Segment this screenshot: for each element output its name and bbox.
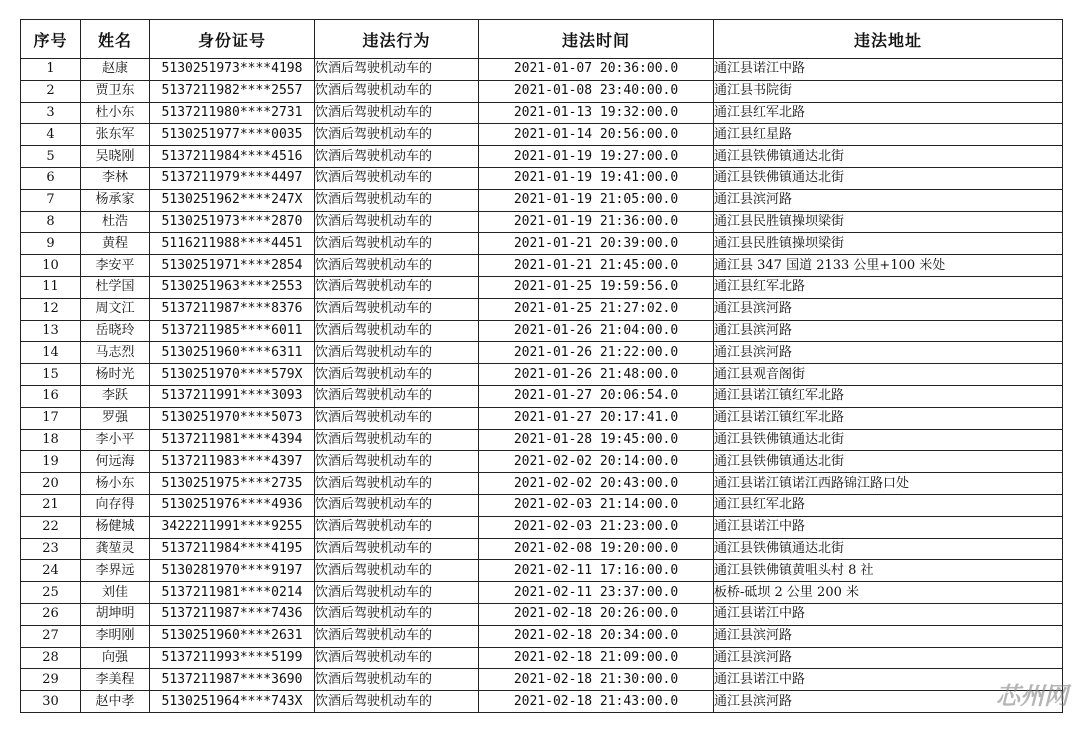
cell-name: 杨时光 bbox=[81, 364, 150, 386]
cell-seq: 25 bbox=[21, 582, 81, 604]
cell-seq: 21 bbox=[21, 494, 81, 516]
cell-address: 通江县铁佛镇通达北街 bbox=[714, 167, 1063, 189]
cell-time: 2021-01-21 20:39:00.0 bbox=[479, 233, 714, 255]
cell-name: 吴晓刚 bbox=[81, 146, 150, 168]
cell-id-number: 5130251975****2735 bbox=[150, 473, 315, 495]
cell-name: 李林 bbox=[81, 167, 150, 189]
cell-id-number: 5137211981****0214 bbox=[150, 582, 315, 604]
table-row bbox=[21, 233, 1063, 255]
cell-id-number: 3422211991****9255 bbox=[150, 516, 315, 538]
cell-name: 杜小东 bbox=[81, 102, 150, 124]
cell-name: 何远海 bbox=[81, 451, 150, 473]
cell-seq: 27 bbox=[21, 625, 81, 647]
table-row bbox=[21, 625, 1063, 647]
cell-violation: 饮酒后驾驶机动车的 bbox=[315, 516, 479, 538]
cell-address: 通江县书院街 bbox=[714, 80, 1063, 102]
cell-name: 杨承家 bbox=[81, 189, 150, 211]
cell-address: 通江县红星路 bbox=[714, 124, 1063, 146]
table-row bbox=[21, 407, 1063, 429]
cell-id-number: 5130251973****4198 bbox=[150, 59, 315, 81]
cell-violation: 饮酒后驾驶机动车的 bbox=[315, 691, 479, 713]
cell-violation: 饮酒后驾驶机动车的 bbox=[315, 364, 479, 386]
cell-seq: 28 bbox=[21, 647, 81, 669]
cell-id-number: 5130251977****0035 bbox=[150, 124, 315, 146]
cell-id-number: 5137211982****2557 bbox=[150, 80, 315, 102]
cell-name: 胡坤明 bbox=[81, 603, 150, 625]
cell-address: 通江县铁佛镇通达北街 bbox=[714, 451, 1063, 473]
table-row bbox=[21, 320, 1063, 342]
table-row bbox=[21, 102, 1063, 124]
cell-name: 杨健城 bbox=[81, 516, 150, 538]
cell-name: 向存得 bbox=[81, 494, 150, 516]
cell-violation: 饮酒后驾驶机动车的 bbox=[315, 560, 479, 582]
cell-name: 李安平 bbox=[81, 255, 150, 277]
cell-violation: 饮酒后驾驶机动车的 bbox=[315, 342, 479, 364]
cell-seq: 8 bbox=[21, 211, 81, 233]
cell-address: 通江县铁佛镇黄咀头村 8 社 bbox=[714, 560, 1063, 582]
cell-time: 2021-02-03 21:14:00.0 bbox=[479, 494, 714, 516]
cell-id-number: 5130251970****579X bbox=[150, 364, 315, 386]
cell-name: 杨小东 bbox=[81, 473, 150, 495]
cell-address: 通江县滨河路 bbox=[714, 625, 1063, 647]
table-row bbox=[21, 560, 1063, 582]
cell-id-number: 5137211980****2731 bbox=[150, 102, 315, 124]
cell-name: 杜浩 bbox=[81, 211, 150, 233]
cell-seq: 12 bbox=[21, 298, 81, 320]
cell-seq: 14 bbox=[21, 342, 81, 364]
cell-violation: 饮酒后驾驶机动车的 bbox=[315, 80, 479, 102]
cell-time: 2021-02-02 20:43:00.0 bbox=[479, 473, 714, 495]
cell-id-number: 5130251962****247X bbox=[150, 189, 315, 211]
cell-seq: 26 bbox=[21, 603, 81, 625]
cell-seq: 9 bbox=[21, 233, 81, 255]
cell-seq: 16 bbox=[21, 385, 81, 407]
cell-address: 通江县红军北路 bbox=[714, 276, 1063, 298]
cell-violation: 饮酒后驾驶机动车的 bbox=[315, 647, 479, 669]
cell-name: 杜学国 bbox=[81, 276, 150, 298]
header-violation: 违法行为 bbox=[315, 20, 479, 59]
cell-time: 2021-01-26 21:04:00.0 bbox=[479, 320, 714, 342]
cell-address: 通江县诺江镇红军北路 bbox=[714, 407, 1063, 429]
cell-violation: 饮酒后驾驶机动车的 bbox=[315, 625, 479, 647]
cell-name: 贾卫东 bbox=[81, 80, 150, 102]
table-row bbox=[21, 211, 1063, 233]
cell-name: 赵康 bbox=[81, 59, 150, 81]
cell-seq: 17 bbox=[21, 407, 81, 429]
cell-address: 通江县 347 国道 2133 公里+100 米处 bbox=[714, 255, 1063, 277]
cell-id-number: 5137211979****4497 bbox=[150, 167, 315, 189]
cell-seq: 15 bbox=[21, 364, 81, 386]
cell-id-number: 5116211988****4451 bbox=[150, 233, 315, 255]
table-row bbox=[21, 80, 1063, 102]
cell-address: 通江县滨河路 bbox=[714, 298, 1063, 320]
table-row bbox=[21, 669, 1063, 691]
cell-address: 通江县滨河路 bbox=[714, 189, 1063, 211]
cell-name: 张东军 bbox=[81, 124, 150, 146]
table-row bbox=[21, 473, 1063, 495]
cell-seq: 23 bbox=[21, 538, 81, 560]
cell-time: 2021-01-19 21:05:00.0 bbox=[479, 189, 714, 211]
cell-address: 通江县铁佛镇通达北街 bbox=[714, 146, 1063, 168]
cell-address: 通江县民胜镇操坝梁街 bbox=[714, 233, 1063, 255]
cell-violation: 饮酒后驾驶机动车的 bbox=[315, 189, 479, 211]
table-row bbox=[21, 364, 1063, 386]
cell-seq: 20 bbox=[21, 473, 81, 495]
cell-id-number: 5130251963****2553 bbox=[150, 276, 315, 298]
cell-address: 通江县诺江中路 bbox=[714, 603, 1063, 625]
cell-time: 2021-02-08 19:20:00.0 bbox=[479, 538, 714, 560]
cell-seq: 30 bbox=[21, 691, 81, 713]
cell-id-number: 5137211985****6011 bbox=[150, 320, 315, 342]
cell-seq: 2 bbox=[21, 80, 81, 102]
cell-time: 2021-02-18 21:09:00.0 bbox=[479, 647, 714, 669]
cell-violation: 饮酒后驾驶机动车的 bbox=[315, 211, 479, 233]
cell-violation: 饮酒后驾驶机动车的 bbox=[315, 473, 479, 495]
cell-address: 通江县滨河路 bbox=[714, 691, 1063, 713]
table-row bbox=[21, 429, 1063, 451]
cell-name: 李明刚 bbox=[81, 625, 150, 647]
table-row bbox=[21, 385, 1063, 407]
cell-time: 2021-02-11 17:16:00.0 bbox=[479, 560, 714, 582]
cell-violation: 饮酒后驾驶机动车的 bbox=[315, 124, 479, 146]
cell-id-number: 5130251964****743X bbox=[150, 691, 315, 713]
cell-address: 通江县观音阁街 bbox=[714, 364, 1063, 386]
cell-violation: 饮酒后驾驶机动车的 bbox=[315, 582, 479, 604]
cell-address: 通江县诺江镇诺江西路锦江路口处 bbox=[714, 473, 1063, 495]
cell-violation: 饮酒后驾驶机动车的 bbox=[315, 603, 479, 625]
cell-violation: 饮酒后驾驶机动车的 bbox=[315, 494, 479, 516]
cell-name: 龚堃灵 bbox=[81, 538, 150, 560]
cell-seq: 6 bbox=[21, 167, 81, 189]
cell-violation: 饮酒后驾驶机动车的 bbox=[315, 255, 479, 277]
cell-seq: 19 bbox=[21, 451, 81, 473]
cell-time: 2021-02-18 20:26:00.0 bbox=[479, 603, 714, 625]
cell-name: 向强 bbox=[81, 647, 150, 669]
cell-seq: 10 bbox=[21, 255, 81, 277]
cell-address: 通江县滨河路 bbox=[714, 320, 1063, 342]
cell-time: 2021-01-07 20:36:00.0 bbox=[479, 59, 714, 81]
watermark: 芯州网 bbox=[996, 682, 1068, 710]
cell-id-number: 5130281970****9197 bbox=[150, 560, 315, 582]
cell-violation: 饮酒后驾驶机动车的 bbox=[315, 167, 479, 189]
cell-id-number: 5130251976****4936 bbox=[150, 494, 315, 516]
cell-id-number: 5137211984****4516 bbox=[150, 146, 315, 168]
cell-violation: 饮酒后驾驶机动车的 bbox=[315, 407, 479, 429]
cell-id-number: 5137211987****8376 bbox=[150, 298, 315, 320]
header-time: 违法时间 bbox=[479, 20, 714, 59]
cell-violation: 饮酒后驾驶机动车的 bbox=[315, 429, 479, 451]
header-name: 姓名 bbox=[81, 20, 150, 59]
cell-id-number: 5137211981****4394 bbox=[150, 429, 315, 451]
cell-time: 2021-02-03 21:23:00.0 bbox=[479, 516, 714, 538]
table-row bbox=[21, 146, 1063, 168]
table-row bbox=[21, 582, 1063, 604]
cell-address: 通江县诺江中路 bbox=[714, 59, 1063, 81]
cell-time: 2021-01-19 21:36:00.0 bbox=[479, 211, 714, 233]
cell-time: 2021-02-18 21:43:00.0 bbox=[479, 691, 714, 713]
cell-name: 罗强 bbox=[81, 407, 150, 429]
cell-address: 通江县民胜镇操坝梁街 bbox=[714, 211, 1063, 233]
table-row bbox=[21, 603, 1063, 625]
cell-time: 2021-01-28 19:45:00.0 bbox=[479, 429, 714, 451]
table-row bbox=[21, 494, 1063, 516]
cell-violation: 饮酒后驾驶机动车的 bbox=[315, 669, 479, 691]
cell-name: 周文江 bbox=[81, 298, 150, 320]
cell-name: 李美程 bbox=[81, 669, 150, 691]
cell-id-number: 5130251973****2870 bbox=[150, 211, 315, 233]
table-row bbox=[21, 276, 1063, 298]
cell-time: 2021-01-19 19:41:00.0 bbox=[479, 167, 714, 189]
cell-violation: 饮酒后驾驶机动车的 bbox=[315, 538, 479, 560]
cell-violation: 饮酒后驾驶机动车的 bbox=[315, 233, 479, 255]
table-row bbox=[21, 255, 1063, 277]
cell-id-number: 5137211983****4397 bbox=[150, 451, 315, 473]
table-row bbox=[21, 189, 1063, 211]
cell-time: 2021-01-27 20:06:54.0 bbox=[479, 385, 714, 407]
cell-address: 通江县铁佛镇通达北街 bbox=[714, 538, 1063, 560]
cell-violation: 饮酒后驾驶机动车的 bbox=[315, 320, 479, 342]
cell-time: 2021-02-02 20:14:00.0 bbox=[479, 451, 714, 473]
table-row bbox=[21, 342, 1063, 364]
cell-id-number: 5130251960****2631 bbox=[150, 625, 315, 647]
cell-time: 2021-02-18 21:30:00.0 bbox=[479, 669, 714, 691]
cell-id-number: 5130251960****6311 bbox=[150, 342, 315, 364]
cell-address: 板桥-砥坝 2 公里 200 米 bbox=[714, 582, 1063, 604]
cell-address: 通江县红军北路 bbox=[714, 102, 1063, 124]
cell-time: 2021-01-25 19:59:56.0 bbox=[479, 276, 714, 298]
cell-time: 2021-01-08 23:40:00.0 bbox=[479, 80, 714, 102]
cell-address: 通江县诺江镇红军北路 bbox=[714, 385, 1063, 407]
cell-seq: 3 bbox=[21, 102, 81, 124]
header-address: 违法地址 bbox=[714, 20, 1063, 59]
cell-address: 通江县滨河路 bbox=[714, 342, 1063, 364]
cell-address: 通江县诺江中路 bbox=[714, 516, 1063, 538]
cell-seq: 1 bbox=[21, 59, 81, 81]
cell-time: 2021-01-21 21:45:00.0 bbox=[479, 255, 714, 277]
cell-name: 李跃 bbox=[81, 385, 150, 407]
cell-seq: 7 bbox=[21, 189, 81, 211]
header-id-number: 身份证号 bbox=[150, 20, 315, 59]
cell-time: 2021-01-14 20:56:00.0 bbox=[479, 124, 714, 146]
violations-table bbox=[20, 19, 1063, 713]
cell-seq: 4 bbox=[21, 124, 81, 146]
table-row bbox=[21, 516, 1063, 538]
cell-id-number: 5137211993****5199 bbox=[150, 647, 315, 669]
header-seq: 序号 bbox=[21, 20, 81, 59]
table-row bbox=[21, 167, 1063, 189]
table-header-row bbox=[21, 20, 1063, 59]
cell-time: 2021-02-18 20:34:00.0 bbox=[479, 625, 714, 647]
cell-time: 2021-02-11 23:37:00.0 bbox=[479, 582, 714, 604]
cell-name: 刘佳 bbox=[81, 582, 150, 604]
cell-address: 通江县铁佛镇通达北街 bbox=[714, 429, 1063, 451]
table-body bbox=[21, 59, 1063, 713]
cell-name: 赵中孝 bbox=[81, 691, 150, 713]
cell-violation: 饮酒后驾驶机动车的 bbox=[315, 59, 479, 81]
cell-name: 岳晓玲 bbox=[81, 320, 150, 342]
table-row bbox=[21, 647, 1063, 669]
cell-address: 通江县滨河路 bbox=[714, 647, 1063, 669]
table-row bbox=[21, 691, 1063, 713]
cell-seq: 5 bbox=[21, 146, 81, 168]
cell-id-number: 5137211987****7436 bbox=[150, 603, 315, 625]
cell-time: 2021-01-26 21:22:00.0 bbox=[479, 342, 714, 364]
cell-violation: 饮酒后驾驶机动车的 bbox=[315, 298, 479, 320]
cell-id-number: 5137211987****3690 bbox=[150, 669, 315, 691]
cell-id-number: 5137211984****4195 bbox=[150, 538, 315, 560]
cell-violation: 饮酒后驾驶机动车的 bbox=[315, 385, 479, 407]
cell-seq: 24 bbox=[21, 560, 81, 582]
cell-name: 马志烈 bbox=[81, 342, 150, 364]
cell-id-number: 5130251971****2854 bbox=[150, 255, 315, 277]
cell-address: 通江县红军北路 bbox=[714, 494, 1063, 516]
cell-violation: 饮酒后驾驶机动车的 bbox=[315, 276, 479, 298]
cell-id-number: 5137211991****3093 bbox=[150, 385, 315, 407]
cell-violation: 饮酒后驾驶机动车的 bbox=[315, 451, 479, 473]
cell-name: 黄程 bbox=[81, 233, 150, 255]
cell-time: 2021-01-25 21:27:02.0 bbox=[479, 298, 714, 320]
cell-violation: 饮酒后驾驶机动车的 bbox=[315, 102, 479, 124]
table-row bbox=[21, 538, 1063, 560]
cell-time: 2021-01-19 19:27:00.0 bbox=[479, 146, 714, 168]
cell-time: 2021-01-27 20:17:41.0 bbox=[479, 407, 714, 429]
cell-seq: 11 bbox=[21, 276, 81, 298]
cell-time: 2021-01-13 19:32:00.0 bbox=[479, 102, 714, 124]
table-row bbox=[21, 124, 1063, 146]
cell-name: 李小平 bbox=[81, 429, 150, 451]
cell-name: 李界远 bbox=[81, 560, 150, 582]
cell-violation: 饮酒后驾驶机动车的 bbox=[315, 146, 479, 168]
cell-seq: 22 bbox=[21, 516, 81, 538]
table-row bbox=[21, 298, 1063, 320]
table-row bbox=[21, 59, 1063, 81]
cell-id-number: 5130251970****5073 bbox=[150, 407, 315, 429]
cell-seq: 29 bbox=[21, 669, 81, 691]
cell-seq: 13 bbox=[21, 320, 81, 342]
cell-time: 2021-01-26 21:48:00.0 bbox=[479, 364, 714, 386]
cell-address: 通江县诺江中路 bbox=[714, 669, 1063, 691]
table-row bbox=[21, 451, 1063, 473]
cell-seq: 18 bbox=[21, 429, 81, 451]
